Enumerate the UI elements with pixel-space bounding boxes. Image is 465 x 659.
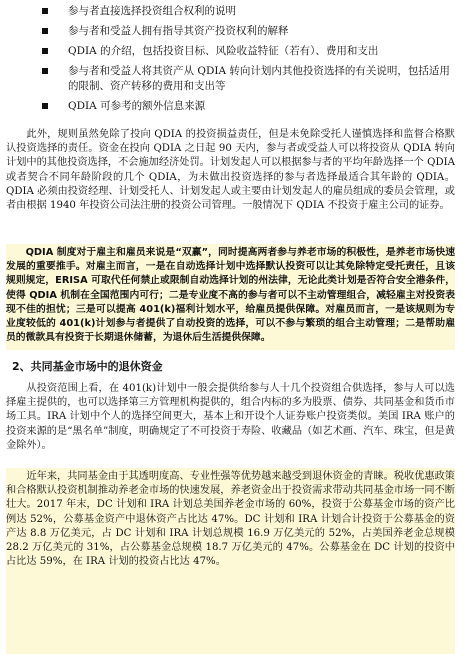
bullet-list bbox=[42, 4, 452, 119]
paragraph-qdia-responsibility: 此外，规则虽然免除了投向 QDIA 的投资损益责任，但是未免除受托人谨慎选择和监督合格默认投资选择的责任。资金在投向 QDIA 之日起 90 天内，参与者或受益人可以将投资从 QDIA 转向计划中的其他投资选择，不会施加经济处罚。计划发起人可以根据参与者的平均年龄选择一个 QDIA 或者契合不同年龄阶段的几个 QDIA，为未做出投资选择的参与者选择最适合其年龄的 QDIA。QDIA 必须由投资经理、计划受托人、计划发起人或主要由计划发起人的雇员组成的委员会管理，或者由根据 1940 年投资公司法注册的投资公司管理。一般情况下 QDIA 不投资于雇主公司的证券。 bbox=[6, 129, 455, 212]
bullet-square-icon bbox=[42, 28, 48, 34]
bullet-item: QDIA 可参考的额外信息来源 bbox=[42, 99, 452, 114]
bullet-item: QDIA 的介绍，包括投资目标、风险收益特征（若有）、费用和支出 bbox=[42, 44, 452, 59]
paragraph-investment-scope: 从投资范围上看，在 401(k)计划中一般会提供给参与人十几个投资组合供选择，参与人可以选择雇主提供的，也可以选择第三方管理机构提供的，组合内标的多为股票、债券、共同基金和货币市场工具。IRA 计划中个人的选择空间更大，基本上和开设个人证券账户投资类似。美国 IRA 账户的投资来源的是“黑名单”制度，明确规定了不可投资于寿险、收藏品（如艺术画、汽车、珠宝，但是黄金除外）。 bbox=[6, 383, 455, 451]
bullet-square-icon bbox=[42, 8, 48, 14]
paragraph-mutual-fund: 近年来，共同基金由于其透明度高、专业性强等优势越来越受到退休资金的青睐。税收优惠政策和合格默认投资机制推动养老金市场的快速发展，养老资金出于投资需求带动共同基金市场一同不断壮大。2017 年末，DC 计划和 IRA 计划总美国养老金市场的 60%，投资于公募基金市场的资产比例达 52%，公募基金资产中退休资产占比达 47%。DC 计划和 IRA 计划合计投资于公募基金的资产达 8.8 万亿美元，占 DC 计划和 IRA 计划总规模 16.9 万亿美元的 52%，占美国养老金总规模 28.2 万亿美元的 31%，占公募基金总规模 18.7 万亿美元的 47%。公募基金在 DC 计划的投资中占比达 59%，在 IRA 计划的投资占比达 47%。 bbox=[6, 471, 455, 568]
bullet-item: 参与者直接选择投资组合权利的说明 bbox=[42, 4, 452, 19]
bullet-item: 参与者和受益人将其资产从 QDIA 转向计划内其他投资选择的有关说明，包括适用的限制、资产转移的费用和支出等 bbox=[42, 64, 452, 94]
bullet-item: 参与者和受益人拥有指导其资产投资权利的解释 bbox=[42, 24, 452, 39]
bullet-square-icon bbox=[42, 103, 48, 109]
bullet-square-icon bbox=[42, 48, 48, 54]
paragraph-qdia-win-win: QDIA 制度对于雇主和雇员来说是“双赢”，同时提高两者参与养老市场的积极性，是养老市场快速发展的重要推手。对雇主而言，一是在自动选择计划中选择默认投资可以让其免除特定受托责任，且该规则规定，ERISA 可取代任何禁止或限制自动选择计划的州法律，无论此类计划是否符合安全港条件，使得 QDIA 机制在全国范围内可行；二是专业度不高的参与者可以不主动管理组合，减轻雇主对投资表现不佳的担忧；三是可以提高 401(k)福利计划水平，给雇员提供保障。对雇员而言，一是该规则为专业度较低的 401(k)计划参与者提供了自动投资的选择，可以不参与繁琐的组合主动管理；二是帮助雇员的微款具有投资于长期退休储蓄，为退休后生活提供保障。 bbox=[6, 247, 455, 344]
bullet-square-icon bbox=[42, 68, 48, 74]
section-heading: 2、共同基金市场中的退休资金 bbox=[12, 360, 163, 373]
